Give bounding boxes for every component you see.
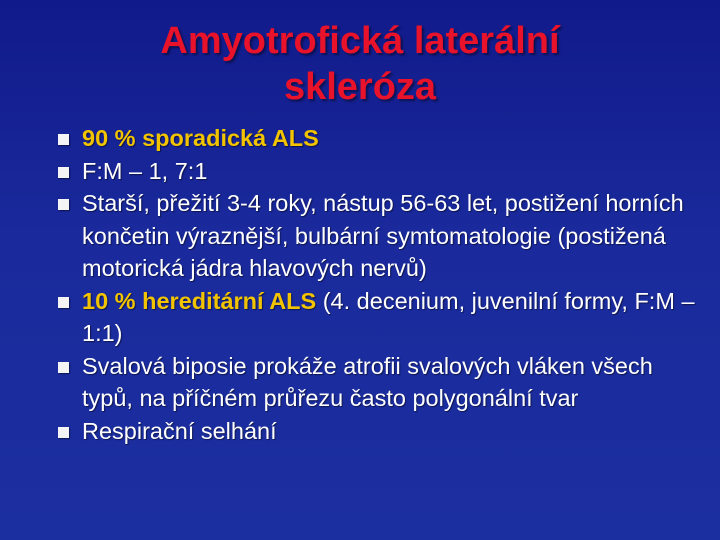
bullet-item [56,285,696,350]
bullet-text: Respirační selhání [82,417,277,444]
slide-title-line-1: Amyotrofická laterální [160,20,560,62]
bullet-list [56,122,696,447]
square-bullet-icon [58,199,69,210]
square-bullet-icon [58,427,69,438]
square-bullet-icon [58,362,69,373]
bullet-text: Starší, přežití 3-4 roky, nástup 56-63 let, postižení horních končetin výraznější, bulbární symtomatologie (postižená motorická jádra hlavových nervů) [82,190,684,281]
bullet-item [56,187,696,285]
slide-title-line-2: skleróza [283,66,437,108]
bullet-item [56,415,696,448]
bullet-item [56,122,696,155]
bullet-text: F:M – 1, 7:1 [82,157,208,184]
bullet-text: (4. decenium, juvenilní formy, F:M – 1:1) [82,287,695,346]
bullet-item [56,350,696,415]
bullet-highlight: 90 % sporadická ALS [82,125,319,151]
square-bullet-icon [58,134,69,145]
square-bullet-icon [58,167,69,178]
bullet-item [56,155,696,188]
slide-title [0,18,720,110]
square-bullet-icon [58,297,69,308]
bullet-text: Svalová biposie prokáže atrofii svalových vláken všech typů, na příčném průřezu často polygonální tvar [82,352,653,411]
bullet-highlight: 10 % hereditární ALS [82,287,317,314]
